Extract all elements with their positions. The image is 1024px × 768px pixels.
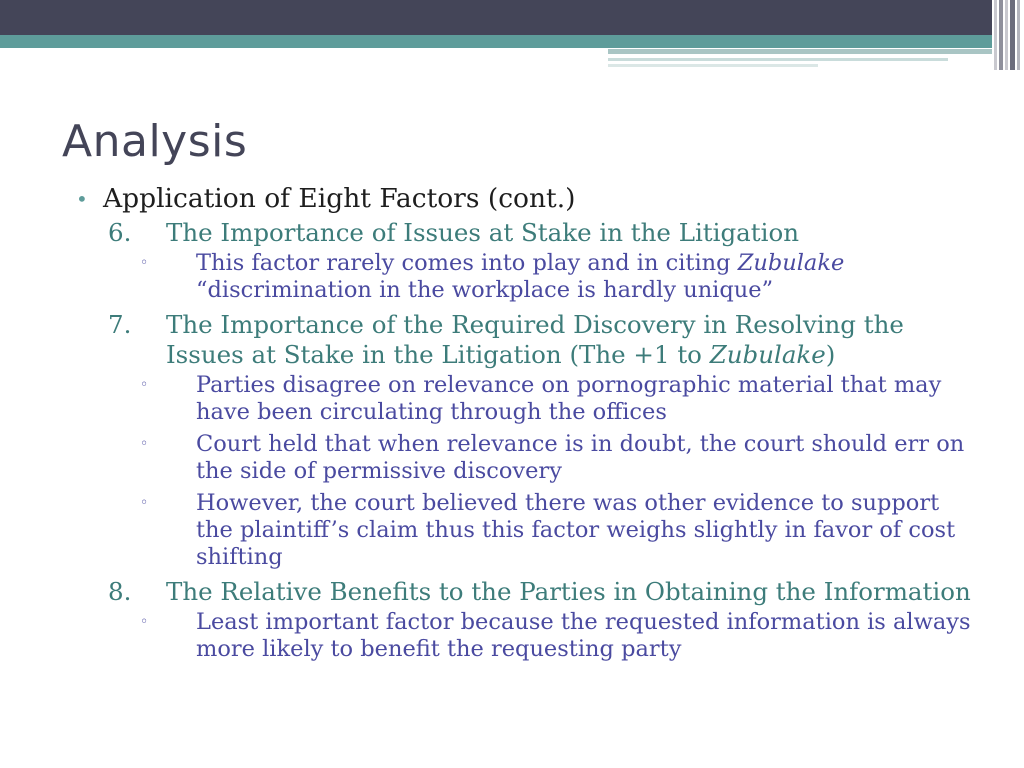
point-text: Parties disagree on relevance on pornographic material that may have been circulating through the offices [196,372,942,425]
factor-7-point [76,372,976,426]
accent-line [608,58,948,61]
factor-8-point [76,609,976,663]
factor-8 [76,577,976,607]
main-bullet [76,183,976,215]
main-bullet-text: Application of Eight Factors (cont.) [103,183,576,214]
point-text: Least important factor because the requested information is always more likely to benefit the requesting party [196,609,971,662]
slide-body [76,183,976,663]
sub-bullet-icon: ◦ [140,614,149,630]
factor-7 [76,310,976,370]
factor-number: 6. [108,218,132,247]
point-text: This factor rarely comes into play and in citing [196,250,738,276]
factor-number: 8. [108,577,132,606]
header-bar [0,0,1024,35]
factor-7-point [76,490,976,571]
case-name: Zubulake [737,250,845,276]
factor-8-text: The Relative Benefits to the Parties in Obtaining the Information [166,577,971,606]
point-text: Court held that when relevance is in doubt, the court should err on the side of permissive discovery [196,431,965,484]
case-name: Zubulake [709,340,826,369]
point-text: “discrimination in the workplace is hardly unique” [196,277,774,303]
factor-7-text: The Importance of the Required Discovery in Resolving the Issues at Stake in the Litigation (The +1 to [166,310,904,369]
sub-bullet-icon: ◦ [140,436,149,452]
slide-title: Analysis [62,116,248,167]
bullet-dot-icon: • [76,187,88,211]
factor-number: 7. [108,310,132,339]
sub-bullet-icon: ◦ [140,377,149,393]
accent-band [0,35,1000,48]
accent-line [608,64,818,67]
factor-6-text: The Importance of Issues at Stake in the Litigation [166,218,799,247]
factor-6 [76,218,976,248]
sub-bullet-icon: ◦ [140,495,149,511]
sub-bullet-icon: ◦ [140,255,149,271]
point-text: However, the court believed there was other evidence to support the plaintiff’s claim thus this factor weighs slightly in favor of cost shifting [196,490,956,570]
factor-7-text: ) [825,340,836,369]
factor-7-point [76,431,976,485]
factor-6-point [76,250,976,304]
accent-line [608,49,1000,54]
right-edge-decoration [992,0,1024,70]
